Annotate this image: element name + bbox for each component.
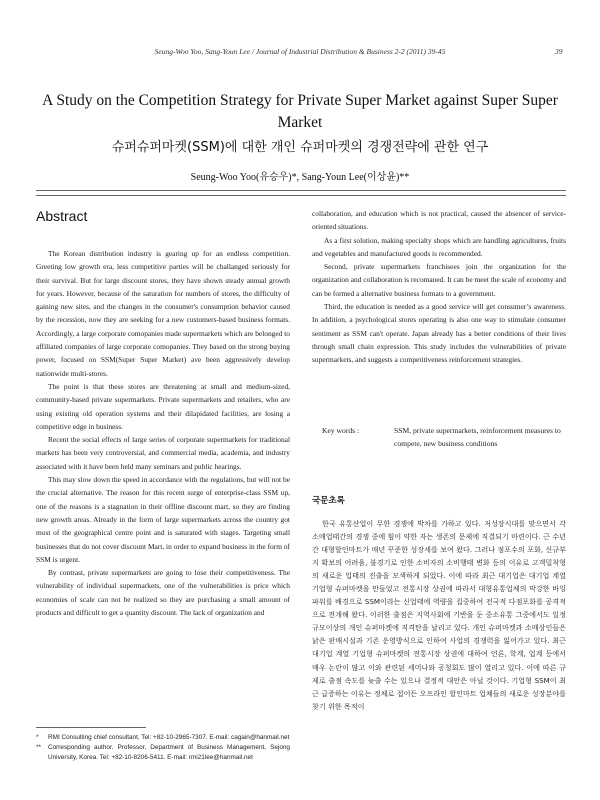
korean-abstract-paragraph: 한국 유통산업이 무한 경쟁에 박차를 가하고 있다. 저성장시대를 맞으면서 각 소매업태간의 경쟁 중에 힘이 약한 자는 생존의 문제에 직결되기 마련이다. 근 수년간 대형할인마트가 매년 꾸준한 성장세를 보여 왔다. 그러나 점포수의 포화, 신규부지 확보의 어려움, 불경기로 인한 소비자의 소비행태 변화 등의 이유로 고객밀착형의 새로운 업태의 진출을 모색하게 되었다. 이에 따라 최근 대기업은 대기업 계열 기업형 슈퍼마켓을 만들었고 전통시장 상권에 따라서 대형유통업체의 막강한 바잉파워를 배경으로 SSM이라는 신업태에 역량을 집중하여 전국적 다점포화를 공격적으로 전개해 왔다. 이러한 출점은 지역사회에 기반을 둔 중소유통 그중에서도 일정규모이상의 개인 슈퍼마켓에 직격탄을 날리고 있다. 개인 슈퍼마켓과 소매상인들은 낡은 판매시설과 기존 운영방식으로 인하여 사업의 경쟁력을 잃어가고 있다. 최근 대기업 계열 기업형 슈퍼마켓의 전통시장 상권에 대하여 언론, 학계, 업계 등에서 매우 논란이 많고 이와 관련된 세미나와 공청회도 많이 열리고 있다. 이에 따른 규제로 출점 속도를 늦출 수는 있으나 결정적 대안은 아닐 것이다. 기업형 SSM이 최근 급증하는 이유는 정체로 접어든 오프라인 할인마트 업체들의 새로운 성장분야를 찾기 위한 목적이 [312,519,566,711]
paper-title-korean: 슈퍼슈퍼마켓(SSM)에 대한 개인 슈퍼마켓의 경쟁전략에 관한 연구 [111,140,489,155]
footnote-mark: * [36,734,39,741]
footnote-text: RMI Consulting chief consultant, Tel: +82-10-2965-7307. E-mail: cagain@hanmail.net [48,734,290,741]
abstract-right-column [312,207,566,367]
title-divider-secondary [36,195,566,196]
abstract-paragraph: As a first solution, making specialty shops which are handling agricultures, fruits and vegetables and manufactured goods is recommended. [312,235,566,258]
abstract-paragraph: Third, the education is needed as a good service will get consumer’s awareness. In addition, a psychological stores operating is also one way to stimulate consumer sentiment as SSM can't operate. Japan already has a better conditions of their lives through small chain expression. This study includes the vulnerabilities of private supermarkets, and suggests a competitiveness reinforcement strategies. [312,302,566,365]
author-line: Seung-Woo Yoo(유승우)*, Sang-Youn Lee(이상윤)** [190,172,410,183]
footnote-mark: ** [36,744,41,751]
page-number: 39 [555,47,563,56]
footnotes [36,733,290,763]
abstract-heading: Abstract [36,208,88,224]
abstract-left-column [36,247,290,619]
footnote-text: Corresponding author. Professor, Department of Business Management, Sejong University, Korea. Tel: +82-10-8206-5411. E-mail: rmi21lee@hanmail.net [48,744,290,761]
abstract-continuation: collaboration, and education which is not practical, caused the absencer of service-oriented situations. [312,209,566,232]
abstract-paragraph: By contrast, private supermarkets are going to lose their competitiveness. The vulnerability of individual supermarkets, one of the vulnerabilities is price which economies of scale can not be realized so they are purchasing a small amount of products and difficult to get a quantity discount. The lack of organization and [36,568,290,618]
abstract-paragraph: Recent the social effects of large series of corporate supermarkets for traditional markets has been very controversial, and commercial media, academia, and industry associated with it have been held many seminars and public hearings. [36,435,290,471]
keywords-label: Key words : [322,426,360,435]
paper-title-english: A Study on the Competition Strategy for Private Super Market against Super Super Market [42,92,558,131]
title-divider [36,190,566,191]
keywords-text: SSM, private supermarkets, reinforcement measures to compete, new business conditions [394,426,561,448]
footnote-divider [36,727,146,728]
keywords [322,424,566,450]
running-head: Seung-Woo Yoo, Sang-Youn Lee / Journal of Industrial Distribution & Business 2-2 (2011) 39-45 [154,47,446,56]
abstract-paragraph: This may slow down the speed in accordance with the regulations, but will not be the crucial alternative. The reason for this recent surge of enterprise-class SSM up, one of the reasons is a stagnation in their offline discount mart, so they are finding new growth areas. Already in the form of large supermarkets across the country got most of the geographical centre point and is saturated with stages. Targeting small businesses that do not cover discount Mart, in order to expand business in the form of SSM is urgent. [36,475,290,564]
abstract-paragraph: The point is that these stores are threatening at small and medium-sized, community-based private supermarkets. Private supermarkets and retailers, who are using existing old operation systems and their dilapidated facilities, are losing a competitive edge in business. [36,381,290,431]
footnote-author-1 [36,733,290,743]
korean-abstract-body [312,517,566,713]
abstract-paragraph: Second, private supermarkets franchisees join the organization for the organization and collaboration is recomaned. It can be meet the scale of economy and can be formed a alternative business formats to a government. [312,262,566,298]
korean-abstract-heading: 국문초록 [312,496,345,506]
footnote-author-2 [36,743,290,763]
abstract-paragraph: The Korean distribution industry is gearing up for an endless competition. Greeting low growth era, less competitive parties will be challanged seriously for their survival. But for large discount stores, they have shown steady annual growth for years. However, because of the saturation for numbers of stores, the difficulty of gaining new sites, and the changes in the consumer's consumption behavior caused by the recession, now they are seeking for a new customers-based business formats. Accordingly, a large corporate comopanies made supermarkets which are belonged to affiliated companies of large corporate comopanies. They based on the strong buying power, focused on SSM(Super Super Market) ave been aggressively develop nationwide multi-stores. [36,249,290,378]
